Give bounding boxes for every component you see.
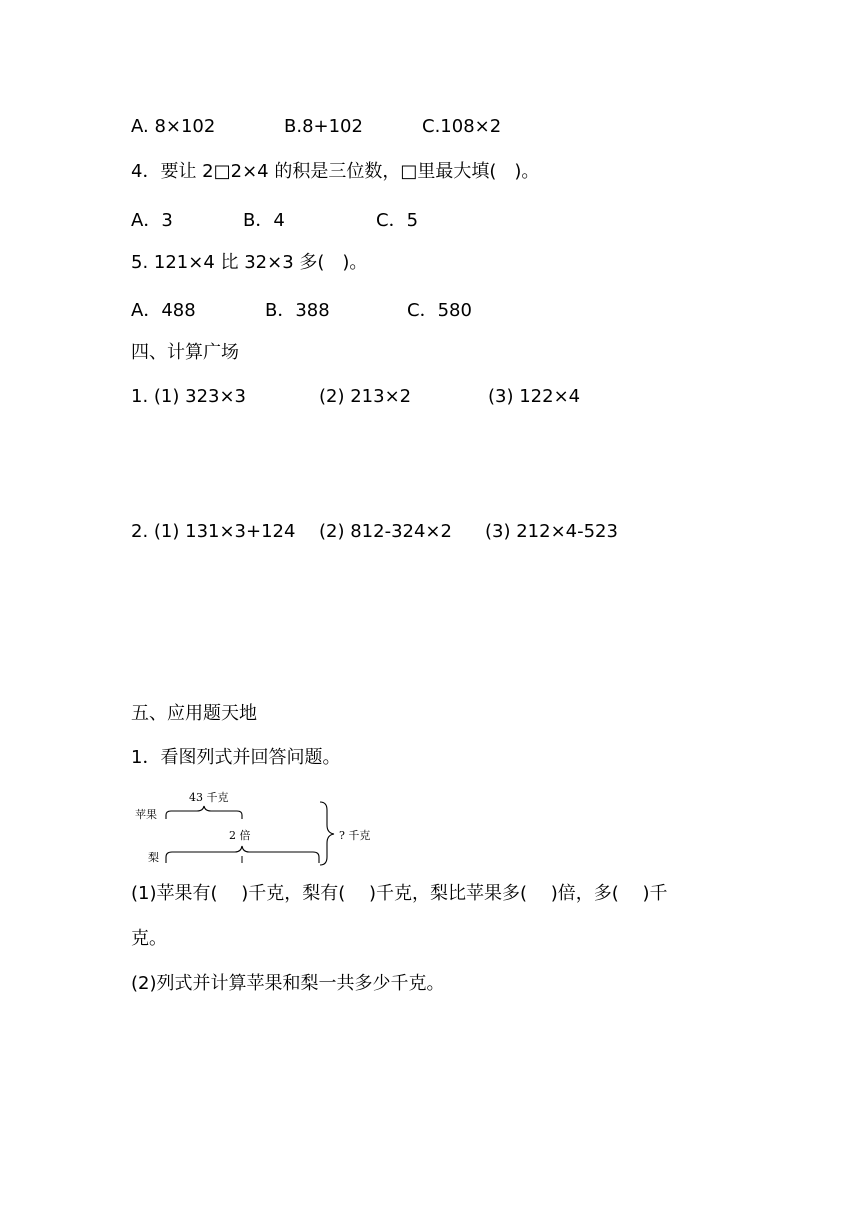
apple-weight-label: 43 千克 [189,791,229,804]
calc-1-3: (3) 122×4 [488,386,581,407]
q4-option-c: C．5 [376,210,419,231]
section5-title: 五、应用题天地 [131,703,257,724]
pear-row-label: 梨 [148,851,159,864]
total-brace [320,802,334,865]
q5-option-c: C．580 [407,300,472,321]
calc-2-3: (3) 212×4-523 [485,521,618,542]
q3-option-c: C.108×2 [422,116,502,137]
apple-row-label: 苹果 [135,808,157,821]
q1-stem: 1．看图列式并回答问题。 [131,747,341,768]
sub2-line: (2)列式并计算苹果和梨一共多少千克。 [131,973,445,994]
apple-brace [166,806,242,819]
q4-option-b: B．4 [243,210,285,231]
calc-2-2: (2) 812-324×2 [319,521,452,542]
calc-1-1: 1. (1) 323×3 [131,386,247,407]
sub1-line2: 克。 [131,928,167,949]
q5-option-a: A．488 [131,300,196,321]
calc-2-1: 2. (1) 131×3+124 [131,521,296,542]
segment-diagram [131,785,391,870]
q5-stem: 5. 121×4 比 32×3 多( )。 [131,252,368,273]
section4-title: 四、计算广场 [131,342,239,363]
q3-option-a: A. 8×102 [131,116,216,137]
q3-option-b: B.8+102 [284,116,363,137]
q4-option-a: A．3 [131,210,173,231]
sub1-line1: (1)苹果有( )千克，梨有( )千克，梨比苹果多( )倍，多( )千 [131,883,668,904]
multiple-label: 2 倍 [229,829,251,842]
calc-1-2: (2) 213×2 [319,386,412,407]
q5-option-b: B．388 [265,300,330,321]
total-label: ? 千克 [339,829,371,842]
q4-stem: 4．要让 2□2×4 的积是三位数，□里最大填( )。 [131,161,540,182]
